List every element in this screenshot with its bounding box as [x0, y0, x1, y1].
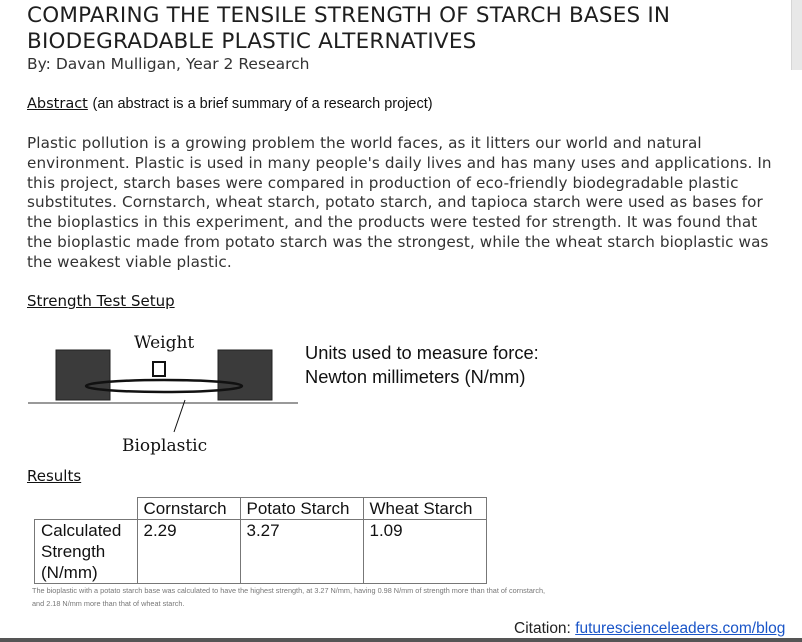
row-label-strength: Calculated Strength (N/mm) [35, 520, 138, 584]
scrollbar[interactable] [791, 0, 802, 70]
table-row [35, 520, 487, 584]
abstract-note: (an abstract is a brief summary of a research project) [92, 96, 433, 112]
table-header-row [35, 498, 487, 520]
results-table [34, 497, 487, 584]
setup-heading: Strength Test Setup [27, 292, 175, 310]
header-cornstarch: Cornstarch [137, 498, 240, 520]
byline: By: Davan Mulligan, Year 2 Research [27, 55, 310, 73]
weight-box-icon [153, 362, 165, 376]
citation [514, 620, 785, 638]
value-wheat-starch: 1.09 [363, 520, 486, 584]
units-line-2: Newton millimeters (N/mm) [305, 366, 526, 387]
left-support-block [56, 350, 110, 400]
right-support-block [218, 350, 272, 400]
header-potato-starch: Potato Starch [240, 498, 363, 520]
pointer-line [174, 400, 185, 432]
abstract-heading-line [27, 96, 433, 112]
citation-link[interactable]: futurescienceleaders.com/blog [575, 620, 786, 637]
value-potato-starch: 3.27 [240, 520, 363, 584]
bioplastic-label: Bioplastic [122, 436, 208, 456]
results-caption: The bioplastic with a potato starch base was calculated to have the highest strength, at 3.27 N/mm, having 0.98 N/mm of strength more than that of cornstarch, and 2.18 N/mm more than that of wheat starch. [32, 586, 546, 608]
header-wheat-starch: Wheat Starch [363, 498, 486, 520]
page-title: COMPARING THE TENSILE STRENGTH OF STARCH BASES IN BIODEGRADABLE PLASTIC ALTERNATIVES [27, 3, 671, 54]
abstract-body: Plastic pollution is a growing problem the world faces, as it litters our world and natural environment. Plastic is used in many people's daily lives and has many uses and applications. In this project, starch bases were compared in production of eco-friendly biodegradable plastic substitutes. Cornstarch, wheat starch, potato starch, and tapioca starch were used as bases for the bioplastics in this experiment, and the products were tested for strength. It was found that the bioplastic made from potato starch was the strongest, while the wheat starch bioplastic was the weakest viable plastic. [27, 134, 772, 271]
table-corner-cell [35, 498, 138, 520]
units-note [305, 341, 539, 389]
units-line-1: Units used to measure force: [305, 342, 539, 363]
strength-test-diagram [26, 328, 301, 458]
bottom-edge-divider [0, 638, 802, 642]
abstract-heading: Abstract [27, 96, 88, 112]
value-cornstarch: 2.29 [137, 520, 240, 584]
weight-label: Weight [134, 333, 195, 353]
results-heading: Results [27, 467, 82, 485]
citation-label: Citation: [514, 620, 571, 637]
